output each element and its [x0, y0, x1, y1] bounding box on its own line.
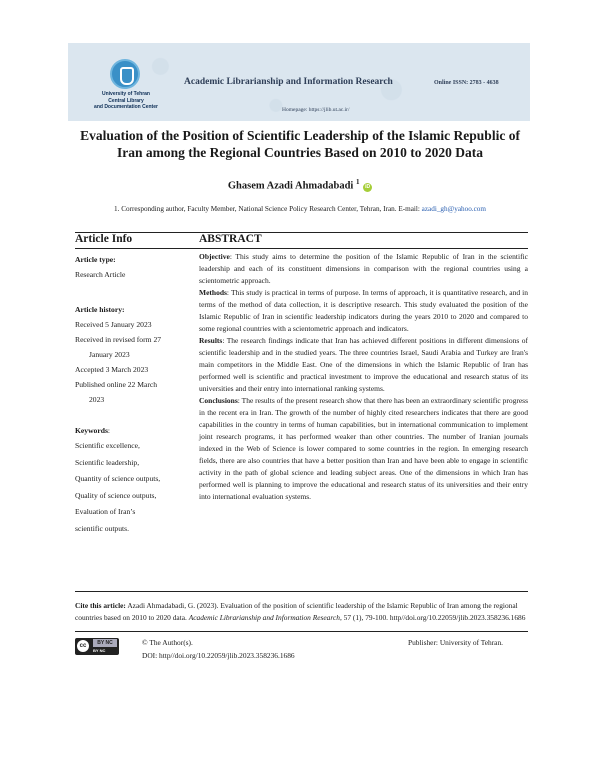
- article-title: [0, 127, 600, 161]
- keyword: Evaluation of Iran’s: [75, 507, 136, 516]
- university-name: [80, 91, 172, 111]
- top-rule: [75, 232, 528, 233]
- author: [0, 178, 600, 192]
- results-label: Results: [199, 336, 223, 345]
- methods-text: : This study is practical in terms of purpose. In terms of approach, it is quantitative research, and in terms of the method of data collection, it is descriptive research. This study evaluated the position of the Islamic Republic of Iran in scientific leadership indicators during the years 2010 to 2020 and compared to some regional countries with a scientometric approach and indicators.: [199, 288, 528, 333]
- keywords-colon: :: [107, 426, 111, 435]
- email-link[interactable]: azadi_gh@yahoo.com: [421, 205, 486, 213]
- accepted-date: Accepted 3 March 2023: [75, 365, 149, 374]
- keyword: Scientific excellence,: [75, 441, 140, 450]
- author-superscript: 1: [355, 178, 360, 186]
- published-date-cont: 2023: [89, 395, 105, 404]
- article-type-label: Article type:: [75, 255, 116, 264]
- university-logo-icon: [110, 59, 140, 89]
- header-rule: [75, 248, 528, 249]
- homepage-link[interactable]: Homepage: https://jlib.ut.ac.ir/: [282, 107, 350, 113]
- abstract-body: [199, 251, 528, 503]
- received-date: Received 5 January 2023: [75, 320, 152, 329]
- cc-icon: cc: [77, 640, 89, 652]
- methods-paragraph: [199, 287, 528, 335]
- citation-rule: [75, 631, 528, 632]
- university-line: University of Tehran: [102, 91, 150, 97]
- bottom-rule: [75, 591, 528, 592]
- objective-paragraph: [199, 251, 528, 287]
- title-line: Evaluation of the Position of Scientific Leadership of the Islamic Republic of: [80, 128, 520, 143]
- article-info: [75, 252, 193, 537]
- copyright: © The Author(s).: [142, 638, 193, 647]
- abstract-heading: ABSTRACT: [199, 233, 262, 245]
- methods-label: Methods: [199, 288, 227, 297]
- cc-license-sub: BY NC: [93, 648, 106, 653]
- journal-banner: [68, 43, 530, 121]
- keywords-list: [75, 438, 193, 537]
- keyword: scientific outputs.: [75, 523, 129, 533]
- issn: Online ISSN: 2783 - 4638: [434, 80, 499, 86]
- affiliation-text: 1. Corresponding author, Faculty Member, National Science Policy Research Center, Tehran, Iran. E-mail:: [114, 205, 420, 213]
- title-line: Iran among the Regional Countries Based on 2010 to 2020 Data: [116, 145, 483, 160]
- orcid-icon[interactable]: iD: [365, 183, 371, 190]
- journal-title: Academic Librarianship and Information Research: [184, 77, 393, 87]
- citation-journal: Academic Librarianship and Information Research: [188, 612, 340, 622]
- revised-date: Received in revised form 27: [75, 335, 162, 344]
- keywords-heading: [75, 423, 193, 438]
- article-info-heading: Article Info: [75, 233, 133, 245]
- conclusions-text: : The results of the present research show that there has been an extraordinary scientific progress in the recent era in Iran. The growth of the number of highly cited researchers indicates that there are good capabilities in the country in terms of human capabilities, but in international communication to implement joint research programs, it has performed weaker than other countries. The number of Iranian journals indexed in the Web of Science is lower compared to some countries in the region. In emerging research fields, there are also countries that have a better position than Iran and have been able to engage in scientific activity in the path of global science and leading subject areas. One of the dimensions in which Iran has performed well is planning to improve the educational and research status of its universities and their entry into international evaluation systems.: [199, 396, 528, 501]
- publisher: Publisher: University of Tehran.: [408, 638, 503, 647]
- university-line: and Documentation Center: [94, 104, 158, 110]
- keyword: Quality of science outputs,: [75, 490, 157, 500]
- results-text: : The research findings indicate that Iran has achieved different positions in different dimensions of scientific leadership and in the studied years. The three countries Israel, Saudi Arabia and Turkey are Iran's main competitors in the Middle East. One of the dimensions in which the Islamic Republic of Iran has performed well is scientific and practical investment to improve the educational and research status of its universities and their entry into international ranking systems.: [199, 336, 528, 393]
- article-history-label: Article history:: [75, 305, 125, 314]
- creative-commons-badge-icon[interactable]: [75, 638, 119, 655]
- doi-link[interactable]: DOI: http//doi.org/10.22059/jlib.2023.358236.1686: [142, 651, 295, 660]
- cc-license-label: BY NC: [93, 639, 117, 647]
- university-line: Central Library: [108, 97, 144, 104]
- conclusions-paragraph: [199, 395, 528, 503]
- keyword: Scientific leadership,: [75, 457, 140, 467]
- conclusions-label: Conclusions: [199, 396, 238, 405]
- citation-rest: , 57 (1), 79-100. http//doi.org/10.22059/jlib.2023.358236.1686: [339, 612, 526, 622]
- keywords-label: Keywords: [75, 426, 108, 435]
- affiliation: [0, 205, 600, 213]
- article-type-value: Research Article: [75, 270, 126, 279]
- citation-text: Azadi Ahmadabadi, G. (2023). Evaluation of the position of scientific leadership of the Islamic Republic of Iran among the regional countries based on 2010 to 2020 data.: [75, 601, 518, 622]
- results-paragraph: [199, 335, 528, 395]
- author-name: Ghasem Azadi Ahmadabadi: [227, 180, 354, 192]
- revised-date-cont: January 2023: [89, 350, 130, 359]
- keyword: Quantity of science outputs,: [75, 474, 161, 483]
- objective-label: Objective: [199, 252, 230, 261]
- published-date: Published online 22 March: [75, 380, 158, 389]
- citation: [75, 600, 528, 623]
- citation-label: Cite this article:: [75, 601, 126, 610]
- objective-text: : This study aims to determine the position of the Islamic Republic of Iran in the scientific leadership and each of its constituent dimensions in comparison with the regional countries using a scientometric approach.: [199, 252, 528, 285]
